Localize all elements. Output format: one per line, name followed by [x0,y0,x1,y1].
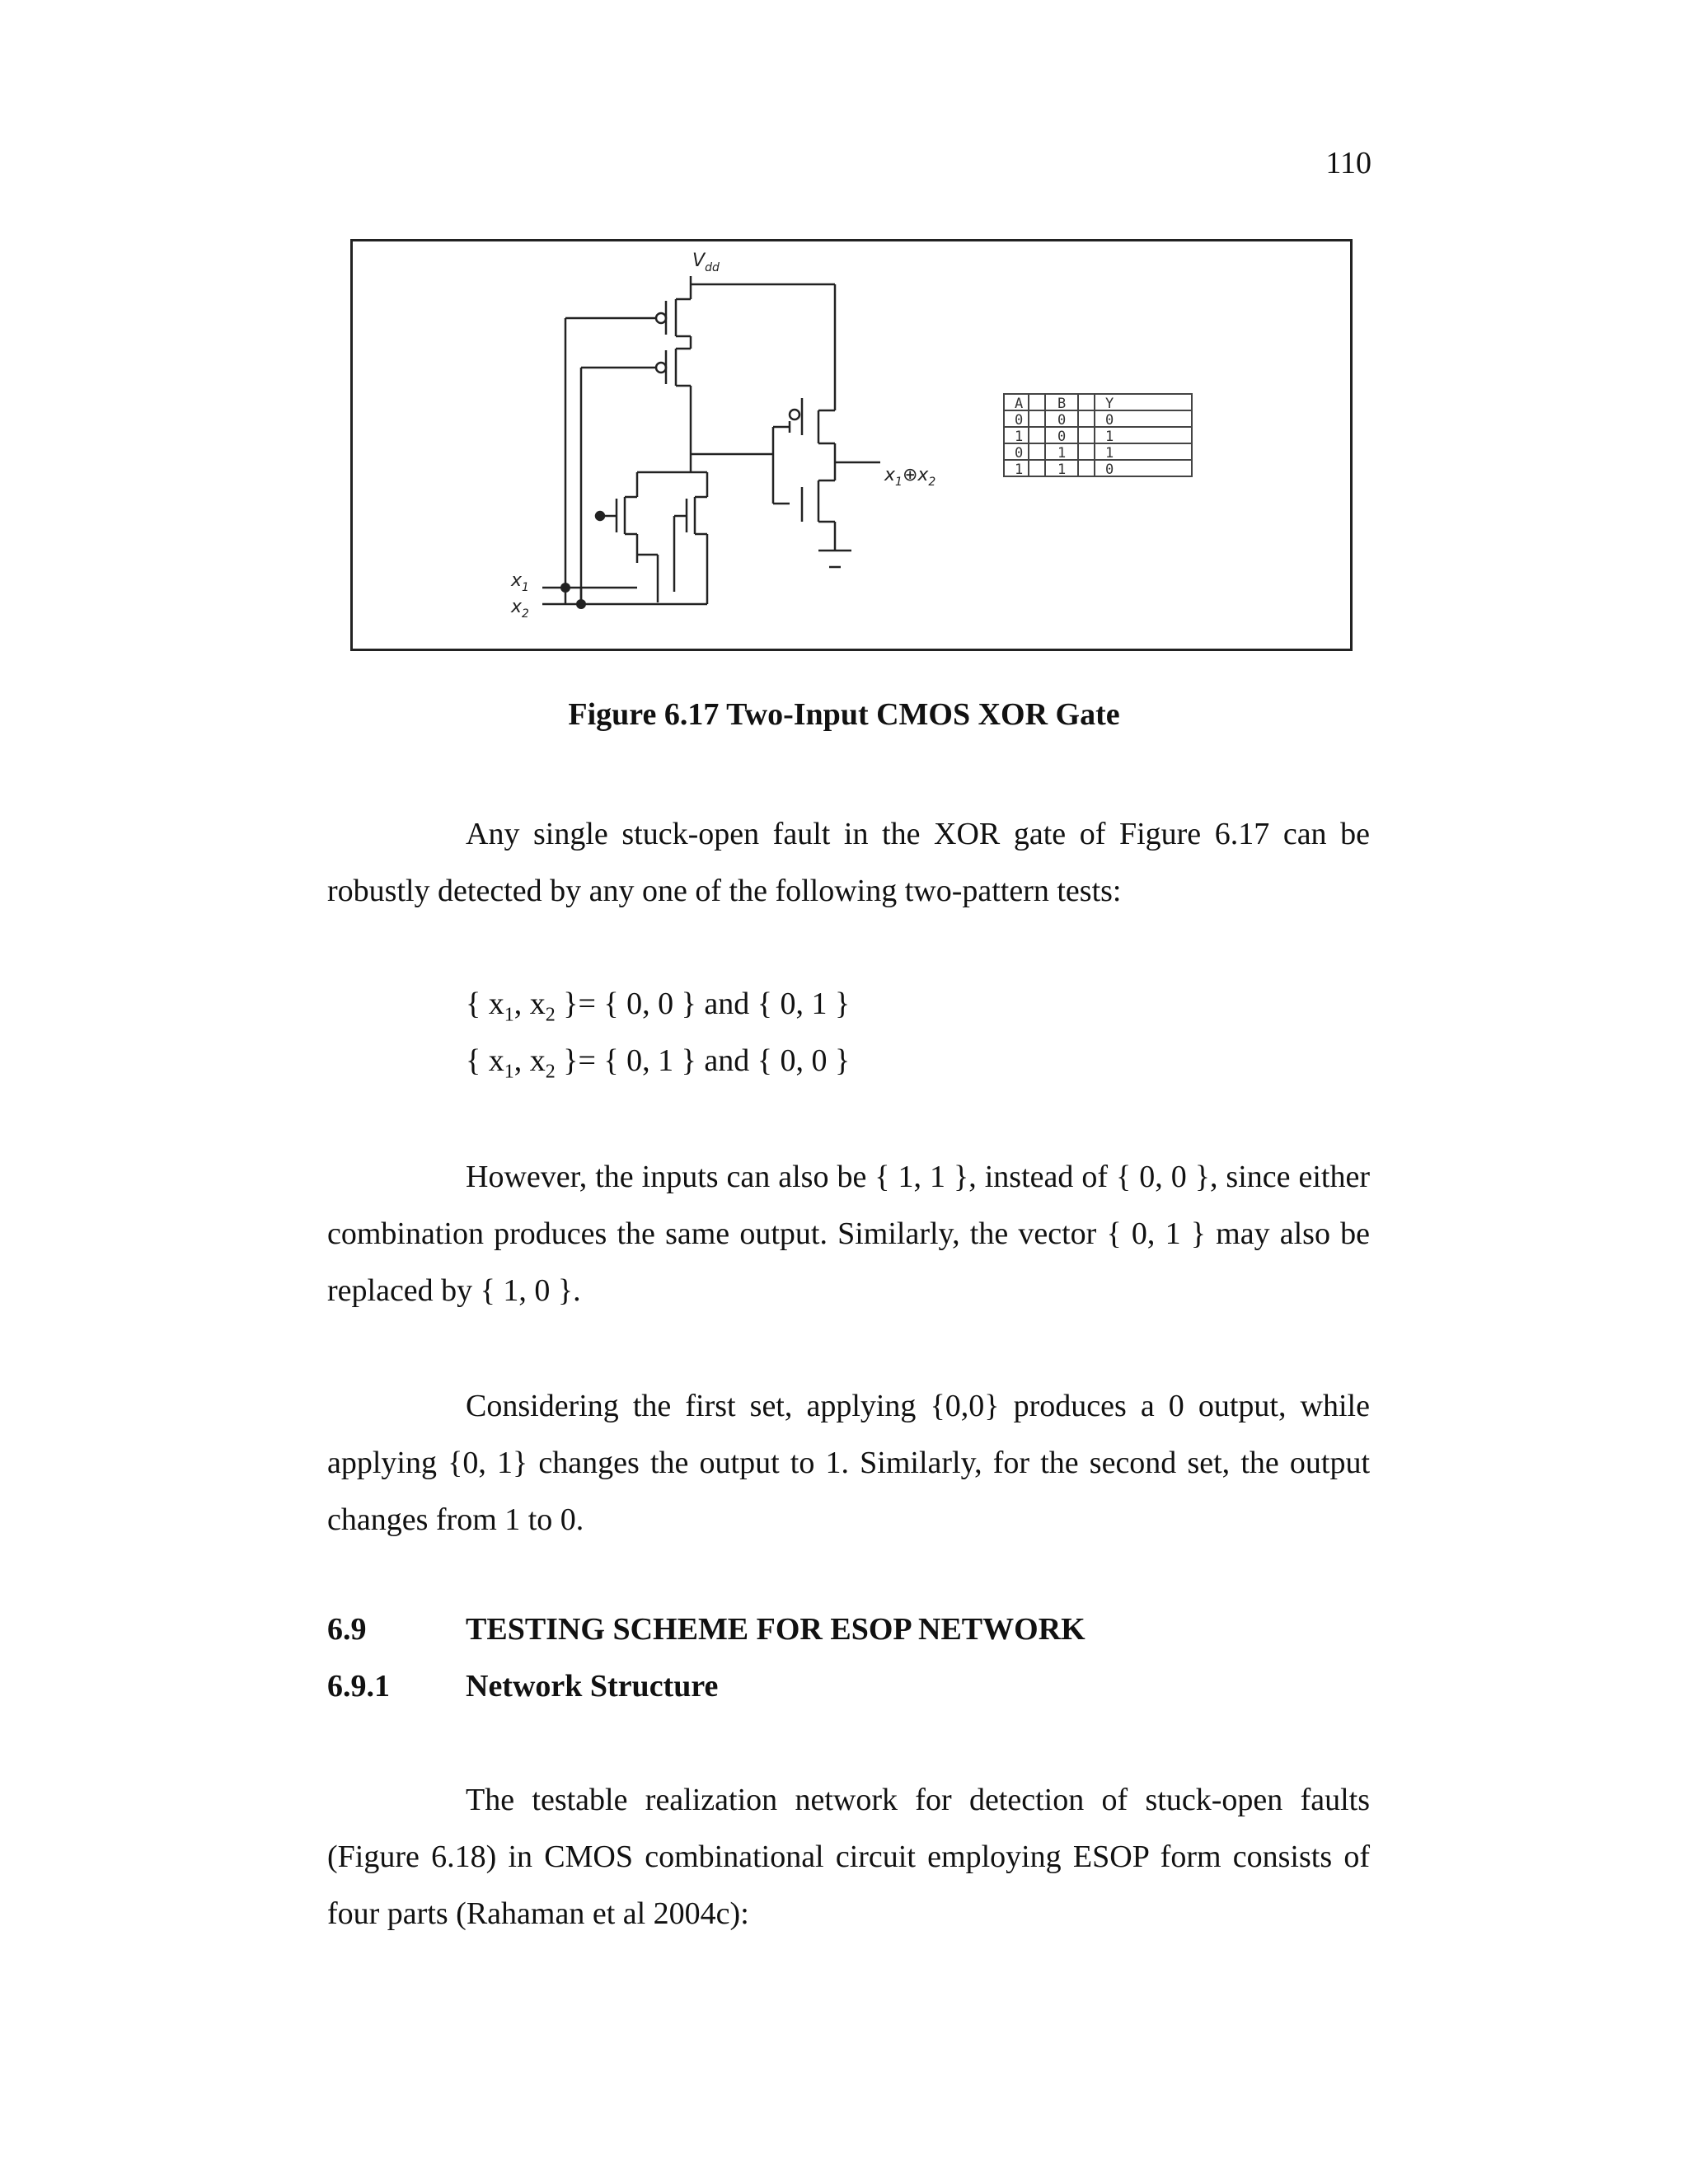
tt-cell: 1 [1057,445,1067,462]
truth-table [1004,394,1192,478]
tt-cell: 1 [1105,429,1114,445]
page-number: 110 [1325,146,1372,180]
tt-header-a: A [1015,396,1024,412]
test-pattern-1: { $x_1$, $x_2$ }= { 0, 0 } and { 0, 1 } [466,987,851,1026]
tt-header-b: B [1057,396,1067,412]
paragraph-4: The testable realization network for detection of stuck-open faults (Figure 6.18) in CMOS combinational circuit employing ESOP form consists of four parts (Rahaman et al 2004c): [327,1783,1370,1931]
figure-caption: Figure 6.17 Two-Input CMOS XOR Gate [568,697,1120,732]
figure-xor-gate [350,239,1353,651]
tt-cell: 0 [1105,412,1114,429]
tt-cell: 0 [1105,462,1114,478]
tt-cell: 0 [1057,429,1067,445]
tt-cell: 0 [1057,412,1067,429]
paragraph-2: However, the inputs can also be { 1, 1 }, instead of { 0, 0 }, since either combination produces the same output. Similarly, the vector { 0, 1 } may also be replaced by { 1, 0 }. [327,1160,1370,1308]
paragraph-3: Considering the first set, applying {0,0} produces a 0 output, while applying {0, 1} changes the output to 1. Similarly, for the second set, the output changes from 1 to 0. [327,1389,1370,1537]
output-label: $x_1\oplus x_2$ [884,465,936,489]
tt-cell: 1 [1057,462,1067,478]
x1-label: $x_1$ [511,570,529,594]
tt-header-y: Y [1105,396,1114,412]
section-heading: 6.9 TESTING SCHEME FOR ESOP NETWORK [327,1612,1085,1647]
x2-label: $x_2$ [511,597,529,621]
subsection-heading: 6.9.1 Network Structure [327,1669,719,1704]
cmos-xor-schematic [353,241,1350,649]
tt-cell: 1 [1015,462,1024,478]
vdd-label: $V_{dd}$ [692,251,720,274]
tt-cell: 1 [1105,445,1114,462]
test-pattern-2: { $x_1$, $x_2$ }= { 0, 1 } and { 0, 0 } [466,1043,851,1083]
tt-cell: 1 [1015,429,1024,445]
paragraph-1: Any single stuck-open fault in the XOR gate of Figure 6.17 can be robustly detected by any one of the following two-pattern tests: [327,817,1370,908]
tt-cell: 0 [1015,412,1024,429]
tt-cell: 0 [1015,445,1024,462]
